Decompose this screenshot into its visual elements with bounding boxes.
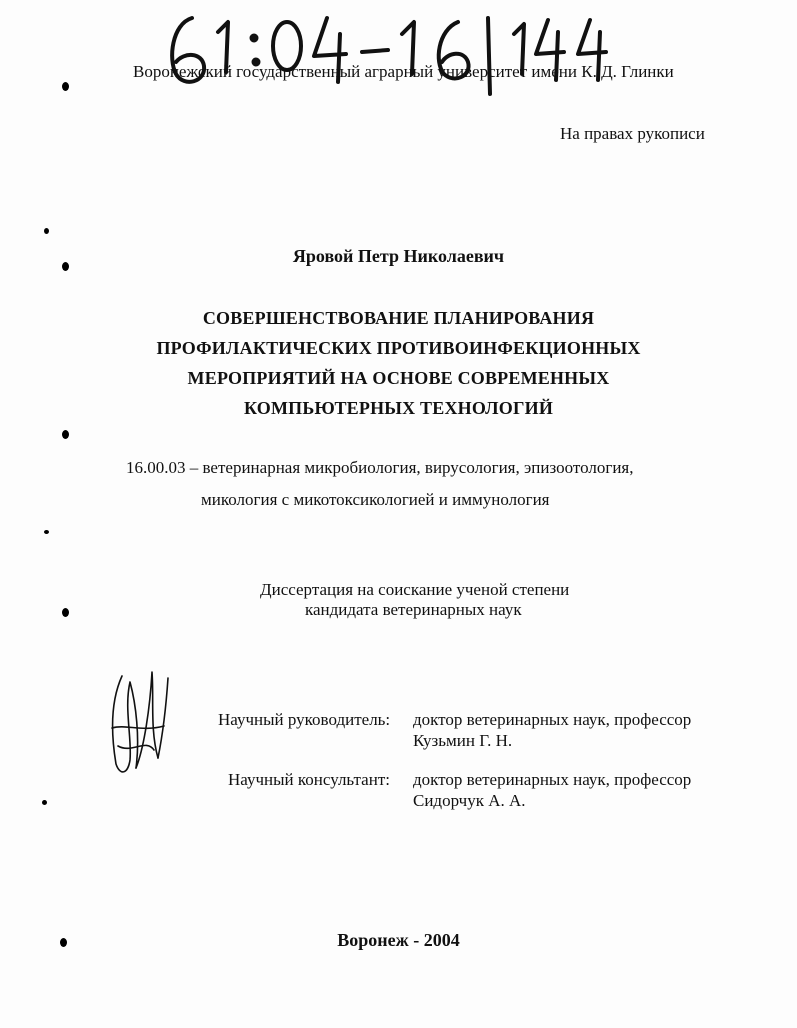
title-line-2: ПРОФИЛАКТИЧЕСКИХ ПРОТИВОИНФЕКЦИОННЫХ bbox=[156, 338, 641, 358]
punch-hole-mark bbox=[62, 430, 69, 439]
institution-name: Воронежский государственный аграрный университет имени К. Д. Глинки bbox=[133, 62, 674, 81]
consultant-title: доктор ветеринарных наук, профессор bbox=[413, 770, 692, 789]
title-line-3: МЕРОПРИЯТИЙ НА ОСНОВЕ СОВРЕМЕННЫХ bbox=[187, 368, 610, 388]
punch-hole-mark bbox=[44, 228, 49, 234]
punch-hole-mark bbox=[42, 800, 47, 805]
degree-line-2: кандидата ветеринарных наук bbox=[305, 600, 522, 619]
consultant-name: Сидорчук А. А. bbox=[413, 791, 526, 810]
signature bbox=[106, 668, 172, 780]
punch-hole-mark bbox=[62, 82, 69, 91]
title-line-1: СОВЕРШЕНСТВОВАНИЕ ПЛАНИРОВАНИЯ bbox=[202, 308, 595, 328]
handwritten-archive-mark bbox=[162, 4, 632, 96]
punch-hole-mark bbox=[62, 262, 69, 271]
title-line-4: КОМПЬЮТЕРНЫХ ТЕХНОЛОГИЙ bbox=[243, 398, 554, 418]
city-year: Воронеж - 2004 bbox=[337, 930, 460, 950]
supervisor-title: доктор ветеринарных наук, профессор bbox=[413, 710, 692, 729]
rights-notice: На правах рукописи bbox=[560, 124, 705, 143]
supervisor-label: Научный руководитель: bbox=[218, 710, 391, 729]
consultant-label: Научный консультант: bbox=[228, 770, 390, 789]
punch-hole-mark bbox=[44, 530, 49, 534]
degree-line-1: Диссертация на соискание ученой степени bbox=[260, 580, 570, 599]
author-name: Яровой Петр Николаевич bbox=[292, 246, 505, 266]
specialty-line-2: микология с микотоксикологией и иммунология bbox=[201, 490, 550, 509]
supervisor-name: Кузьмин Г. Н. bbox=[413, 731, 513, 750]
punch-hole-mark bbox=[62, 608, 69, 617]
punch-hole-mark bbox=[60, 938, 67, 947]
specialty-line-1: 16.00.03 – ветеринарная микробиология, вирусология, эпизоотология, bbox=[126, 458, 634, 477]
